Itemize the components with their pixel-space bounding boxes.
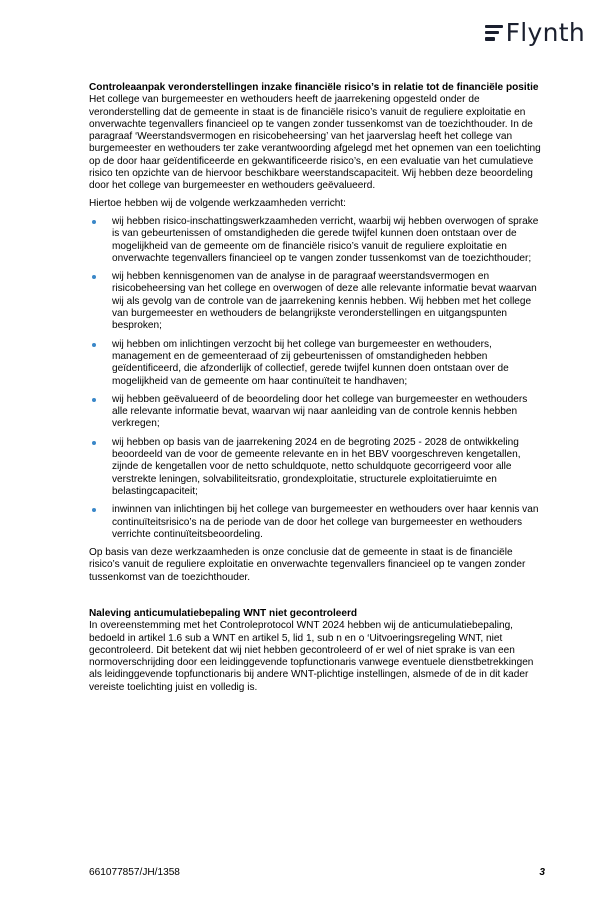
document-body <box>89 82 545 694</box>
list-item: wij hebben op basis van de jaarrekening 2024 en de begroting 2025 - 2028 de ontwikkeling beoordeeld van de voor de gemeente relevante en in het BBV voorgeschreven kengetallen, zijnde de kengetallen voor de netto schuldquote, netto schuldquote gecorrigeerd voor alle verstrekte leningen, solvabiliteitsratio, grondexploitatie, structurele exploitatieruimte en belastingcapaciteit; <box>89 437 545 498</box>
flynth-stripes-icon <box>485 25 503 41</box>
section-title-wnt: Naleving anticumulatiebepaling WNT niet gecontroleerd <box>89 607 358 619</box>
conclusion-paragraph: Op basis van deze werkzaamheden is onze conclusie dat de gemeente in staat is de financiële risico’s vanuit de reguliere exploitatie en onverwachte tegenvallers financieel op te vangen zonder tussenkomst van de toezichthouder. <box>89 547 526 583</box>
flynth-logo <box>485 20 585 45</box>
wnt-section <box>89 608 545 694</box>
document-reference: 661077857/JH/1358 <box>89 867 180 878</box>
list-item: wij hebben kennisgenomen van de analyse in de paragraaf weerstandsvermogen en risicobeheersing van het college en overwogen of deze alle relevante informatie bevat waarvan wij als gevolg van de controle van de jaarrekening kennis hebben. Wij hebben met het college van burgemeester en wethouders de belangrijkste veronderstellingen en uitgangspunten besproken; <box>89 271 545 332</box>
logo-text: Flynth <box>505 18 585 47</box>
list-item: wij hebben risico-inschattingswerkzaamheden verricht, waarbij wij hebben overwogen of sprake is van gebeurtenissen of omstandigheden die gerede twijfel kunnen doen ontstaan over de mogelijkheid van de gemeente om de financiële risico’s vanuit de reguliere exploitatie en onverwachte tegenvallers financieel op te vangen zonder tussenkomst van de toezichthouder; <box>89 216 545 265</box>
procedures-lead: Hiertoe hebben wij de volgende werkzaamheden verricht: <box>89 197 346 209</box>
list-item: inwinnen van inlichtingen bij het college van burgemeester en wethouders over haar kennis van continuïteitsrisico’s na de periode van de door het college van burgemeester en wethouders verrichte continuïteitsbeoordeling. <box>89 504 545 541</box>
procedures-list <box>89 216 545 541</box>
list-item: wij hebben geëvalueerd of de beoordeling door het college van burgemeester en wethouders alle relevante informatie bevat, waarvan wij naar aanleiding van de controle kennis hebben verkregen; <box>89 394 545 431</box>
page-footer <box>89 867 545 878</box>
list-item: wij hebben om inlichtingen verzocht bij het college van burgemeester en wethouders, management en de gemeenteraad of zij gebeurtenissen of omstandigheden hebben geïdentificeerd, die afzonderlijk of collectief, gerede twijfel kunnen doen ontstaan over de mogelijkheid van de gemeente om haar continuïteit te handhaven; <box>89 339 545 388</box>
section-title-financial-risks: Controleaanpak veronderstellingen inzake financiële risico’s in relatie tot de financiële positie <box>89 82 539 93</box>
section-intro-paragraph: Het college van burgemeester en wethouders heeft de jaarrekening opgesteld onder de veronderstelling dat de gemeente in staat is de financiële risico’s vanuit de reguliere exploitatie en onverwachte tegenvallers financieel op te vangen zonder tussenkomst van de toezichthouder. In de paragraaf ‘Weerstandsvermogen en risicobeheersing’ van het jaarverslag heeft het college van burgemeester en wethouders ter zake verantwoording afgelegd met het opnemen van een toelichting op de door haar geïdentificeerde en gekwantificeerde risico’s, en een evaluatie van het cumulatieve risico ten opzichte van de hiervoor beschikbare weerstandscapaciteit. Wij hebben deze beoordeling door het college van burgemeester en wethouders geëvalueerd. <box>89 94 541 192</box>
wnt-paragraph: In overeenstemming met het Controleprotocol WNT 2024 hebben wij de anticumulatiebepaling, bedoeld in artikel 1.6 sub a WNT en artikel 5, lid 1, sub n en o ‘Uitvoeringsregeling WNT, niet gecontroleerd. Dit betekent dat wij niet hebben gecontroleerd of er wel of niet sprake is van een normoverschrijding door een leidinggevende topfunctionaris vanwege eventuele dienstbetrekkingen als leidinggevende topfunctionaris bij andere WNT-plichtige instellingen, alsmede of de in dit kader vereiste toelichting juist en volledig is. <box>89 620 534 693</box>
page-number: 3 <box>539 867 545 878</box>
